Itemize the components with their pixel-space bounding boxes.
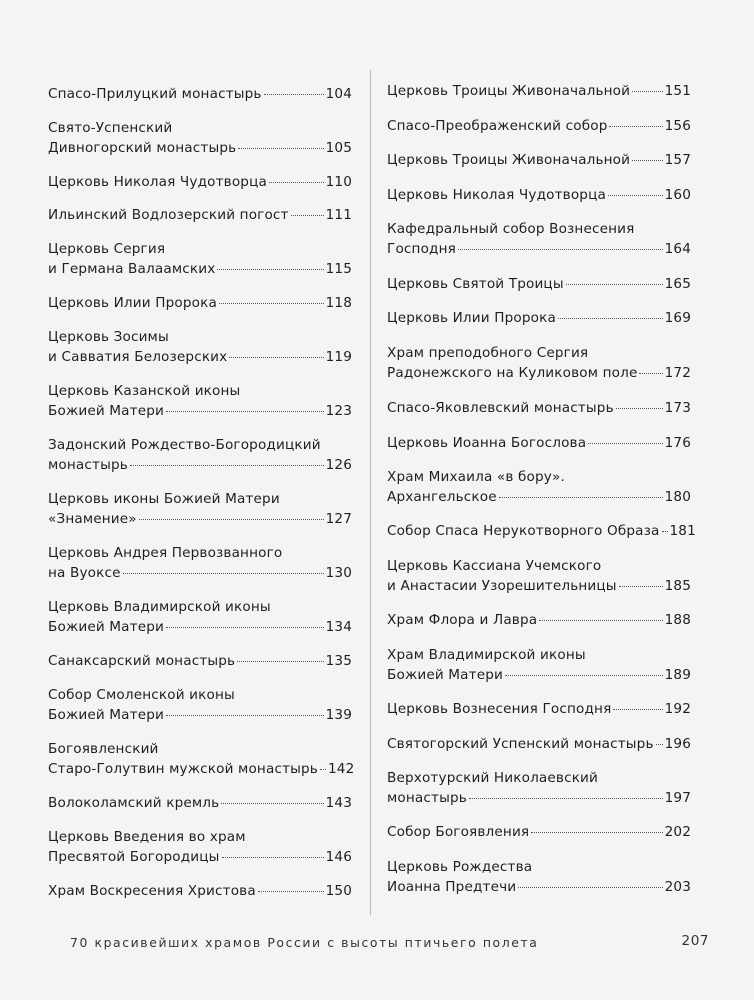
toc-entry-last-line (387, 363, 691, 383)
toc-entry-title-line: Божией Матери (387, 667, 503, 683)
toc-entry-page: 169 (664, 310, 691, 326)
dot-leader (123, 573, 324, 574)
toc-entry[interactable] (387, 185, 691, 205)
toc-entry-page: 134 (325, 619, 352, 635)
dot-leader (320, 769, 326, 770)
toc-entry-page: 165 (664, 276, 691, 292)
toc-entry-title-line: Церковь Сергия (48, 241, 166, 257)
toc-entry-title-line: Церковь Казанской иконы (48, 383, 241, 399)
toc-entry-title-line: Божией Матери (48, 619, 164, 635)
dot-leader (221, 803, 323, 804)
toc-entry-last-line (387, 822, 691, 842)
toc-entry-last-line (387, 877, 691, 897)
toc-entry-title-line: Церковь Владимирской иконы (48, 599, 271, 615)
toc-entry-title-line: Спасо-Яковлевский монастырь (387, 400, 614, 416)
toc-entry-title-line: Церковь Введения во храм (48, 829, 246, 845)
toc-entry[interactable] (48, 543, 352, 583)
toc-entry-title-line: Волоколамский кремль (48, 795, 220, 811)
toc-entry-page: 127 (325, 511, 352, 527)
toc-entry-title-line: Пресвятой Богородицы (48, 849, 220, 865)
toc-entry-page: 164 (664, 241, 691, 257)
toc-entry-page: 192 (664, 701, 691, 717)
dot-leader (505, 675, 663, 676)
dot-leader (558, 318, 663, 319)
toc-entry-last-line (387, 81, 691, 101)
dot-leader (609, 126, 662, 127)
dot-leader (222, 857, 324, 858)
toc-entry[interactable] (387, 274, 691, 294)
toc-entry-title-line: Божией Матери (48, 403, 164, 419)
dot-leader (632, 160, 662, 161)
toc-entry-title-line: Церковь Андрея Первозванного (48, 545, 283, 561)
toc-entry-page: 143 (325, 795, 352, 811)
toc-entry-title-line: Собор Богоявления (387, 824, 530, 840)
toc-entry-title-line: Церковь Николая Чудотворца (48, 174, 267, 190)
dot-leader (166, 627, 324, 628)
dot-leader (291, 215, 324, 216)
toc-entry[interactable] (48, 293, 352, 313)
toc-entry-last-line (48, 651, 352, 671)
column-divider (370, 70, 371, 915)
toc-entry-title-line: на Вуоксе (48, 565, 121, 581)
dot-leader (656, 744, 663, 745)
toc-entry[interactable] (387, 398, 691, 418)
toc-entry-title-line: и Анастасии Узорешительницы (387, 578, 617, 594)
toc-entry-title-line: и Германа Валаамских (48, 261, 216, 277)
toc-entry[interactable] (387, 467, 691, 507)
toc-entry-title-line: Церковь Иоанна Богослова (387, 435, 587, 451)
toc-entry[interactable] (48, 597, 352, 637)
toc-entry[interactable] (48, 685, 352, 725)
toc-entry[interactable] (48, 793, 352, 813)
toc-entry-title-line: Церковь Зосимы (48, 329, 169, 345)
toc-entry[interactable] (48, 435, 352, 475)
toc-entry[interactable] (387, 610, 691, 630)
toc-entry-page: 172 (664, 365, 691, 381)
dot-leader (237, 661, 323, 662)
toc-entry-last-line (387, 150, 691, 170)
toc-entry-page: 203 (664, 879, 691, 895)
toc-entry-last-line (48, 205, 352, 225)
toc-entry-title-line: «Знамение» (48, 511, 137, 527)
toc-entry[interactable] (387, 645, 691, 685)
toc-entry-title-line: Санаксарский монастырь (48, 653, 236, 669)
toc-entry[interactable] (48, 651, 352, 671)
toc-entry-title-line: Иоанна Предтечи (387, 879, 517, 895)
toc-entry[interactable] (387, 308, 691, 328)
toc-entry-last-line (387, 521, 696, 541)
toc-entry[interactable] (387, 116, 691, 136)
toc-entry-last-line (387, 665, 691, 685)
toc-entry-title-line: Церковь Троицы Живоначальной (387, 152, 631, 168)
toc-entry-title-line: Божией Матери (48, 707, 164, 723)
book-title: 70 красивейших храмов России с высоты птичьего полета (70, 935, 539, 950)
toc-entry-last-line (387, 487, 691, 507)
toc-entry-last-line (48, 705, 352, 725)
dot-leader (166, 715, 324, 716)
toc-entry-last-line (48, 259, 352, 279)
dot-leader (458, 249, 663, 250)
toc-entry-title-line: Ильинский Водлозерский погост (48, 207, 289, 223)
toc-entry-last-line (387, 734, 691, 754)
toc-entry-last-line (48, 172, 352, 192)
toc-entry-page: 156 (664, 118, 691, 134)
toc-entry-title-line: Кафедральный собор Вознесения (387, 221, 635, 237)
toc-entry-title-line: Церковь Илии Пророка (387, 310, 556, 326)
toc-entry-title-line: Святогорский Успенский монастырь (387, 736, 654, 752)
toc-entry-last-line (48, 455, 352, 475)
toc-entry-last-line (387, 610, 691, 630)
toc-entry-last-line (48, 881, 352, 901)
toc-entry-page: 119 (325, 349, 352, 365)
toc-entry-page: 202 (664, 824, 691, 840)
toc-entry[interactable] (387, 521, 696, 541)
toc-entry-title-line: Храм Воскресения Христова (48, 883, 256, 899)
toc-entry-title-line: Собор Спаса Нерукотворного Образа (387, 523, 660, 539)
toc-entry-page: 139 (325, 707, 352, 723)
toc-entry-title-line: Храм Владимирской иконы (387, 647, 586, 663)
toc-entry[interactable] (387, 556, 691, 596)
dot-leader (616, 408, 663, 409)
toc-entry-last-line (48, 563, 352, 583)
toc-entry-page: 157 (664, 152, 691, 168)
toc-entry-title-line: Спасо-Преображенский собор (387, 118, 608, 134)
dot-leader (219, 303, 324, 304)
toc-entry[interactable] (387, 699, 691, 719)
toc-entry-last-line (48, 401, 352, 421)
dot-leader (566, 284, 663, 285)
dot-leader (499, 497, 663, 498)
toc-entry-title-line: Господня (387, 241, 456, 257)
toc-entry[interactable] (48, 84, 352, 104)
toc-entry-title-line: Церковь Вознесения Господня (387, 701, 612, 717)
toc-entry-last-line (387, 116, 691, 136)
toc-entry-page: 123 (325, 403, 352, 419)
toc-entry[interactable] (387, 768, 691, 808)
toc-entry-page: 104 (325, 86, 352, 102)
dot-leader (588, 443, 662, 444)
toc-entry-title-line: Радонежского на Куликовом поле (387, 365, 638, 381)
toc-entry[interactable] (387, 343, 691, 383)
toc-entry-last-line (48, 138, 352, 158)
dot-leader (166, 411, 324, 412)
toc-entry-page: 146 (325, 849, 352, 865)
toc-entry-page: 160 (664, 187, 691, 203)
toc-entry-last-line (48, 293, 352, 313)
toc-entry-last-line (48, 617, 352, 637)
toc-entry-last-line (48, 509, 352, 529)
toc-entry-page: 105 (325, 140, 352, 156)
toc-entry[interactable] (48, 827, 352, 867)
toc-entry[interactable] (387, 81, 691, 101)
toc-entry-title-line: Церковь Илии Пророка (48, 295, 217, 311)
dot-leader (518, 887, 662, 888)
toc-entry-title-line: Церковь Троицы Живоначальной (387, 83, 631, 99)
toc-entry-title-line: Храм Михаила «в бору». (387, 469, 565, 485)
dot-leader (229, 357, 323, 358)
dot-leader (130, 465, 324, 466)
dot-leader (662, 531, 668, 532)
toc-entry-last-line (48, 759, 355, 779)
toc-entry-page: 126 (325, 457, 352, 473)
toc-entry-title-line: Верхотурский Николаевский (387, 770, 599, 786)
dot-leader (139, 519, 324, 520)
toc-entry-last-line (48, 347, 352, 367)
toc-entry-last-line (48, 793, 352, 813)
toc-entry-last-line (387, 308, 691, 328)
toc-entry-last-line (387, 239, 691, 259)
toc-entry[interactable] (48, 881, 352, 901)
toc-entry-title-line: Архангельское (387, 489, 497, 505)
toc-entry-title-line: Свято-Успенский (48, 120, 173, 136)
toc-entry[interactable] (387, 150, 691, 170)
toc-entry[interactable] (48, 239, 352, 279)
toc-entry-title-line: Церковь Кассиана Учемского (387, 558, 602, 574)
dot-leader (531, 832, 662, 833)
toc-entry-title-line: Задонский Рождество-Богородицкий (48, 437, 321, 453)
toc-entry-title-line: и Савватия Белозерских (48, 349, 228, 365)
dot-leader (619, 586, 663, 587)
toc-entry-last-line (48, 84, 352, 104)
dot-leader (469, 798, 663, 799)
toc-entry-page: 176 (664, 435, 691, 451)
toc-entry[interactable] (48, 739, 355, 779)
dot-leader (632, 91, 662, 92)
toc-entry-last-line (387, 788, 691, 808)
toc-entry[interactable] (48, 172, 352, 192)
toc-entry-title-line: Церковь Святой Троицы (387, 276, 564, 292)
toc-entry-last-line (387, 185, 691, 205)
toc-entry-title-line: Церковь Рождества (387, 859, 533, 875)
toc-entry-page: 110 (325, 174, 352, 190)
dot-leader (238, 148, 323, 149)
toc-entry-last-line (48, 847, 352, 867)
dot-leader (258, 891, 324, 892)
toc-entry[interactable] (48, 118, 352, 158)
toc-entry-title-line: Богоявленский (48, 741, 159, 757)
toc-entry[interactable] (387, 219, 691, 259)
toc-entry-title-line: Дивногорский монастырь (48, 140, 237, 156)
toc-entry-last-line (387, 433, 691, 453)
dot-leader (608, 195, 663, 196)
toc-entry-page: 185 (664, 578, 691, 594)
toc-entry[interactable] (387, 857, 691, 897)
toc-entry-page: 180 (664, 489, 691, 505)
toc-entry-title-line: Старо-Голутвин мужской монастырь (48, 761, 318, 777)
toc-entry-last-line (387, 398, 691, 418)
toc-entry-page: 188 (664, 612, 691, 628)
toc-entry-page: 181 (669, 523, 696, 539)
toc-entry-title-line: Церковь иконы Божией Матери (48, 491, 280, 507)
toc-entry-page: 173 (664, 400, 691, 416)
toc-entry-title-line: Собор Смоленской иконы (48, 687, 235, 703)
toc-entry[interactable] (48, 327, 352, 367)
toc-entry-title-line: Спасо-Прилуцкий монастырь (48, 86, 262, 102)
toc-entry-last-line (387, 274, 691, 294)
toc-entry[interactable] (387, 822, 691, 842)
dot-leader (217, 269, 323, 270)
toc-entry-page: 150 (325, 883, 352, 899)
toc-entry[interactable] (48, 381, 352, 421)
dot-leader (639, 373, 662, 374)
toc-entry[interactable] (387, 734, 691, 754)
dot-leader (269, 182, 324, 183)
dot-leader (264, 94, 324, 95)
toc-entry-page: 135 (325, 653, 352, 669)
toc-entry-page: 118 (325, 295, 352, 311)
toc-entry-title-line: Церковь Николая Чудотворца (387, 187, 606, 203)
toc-entry-last-line (387, 699, 691, 719)
toc-entry-title-line: Храм преподобного Сергия (387, 345, 589, 361)
toc-entry[interactable] (387, 433, 691, 453)
toc-entry-page: 151 (664, 83, 691, 99)
dot-leader (539, 620, 662, 621)
toc-entry-page: 197 (664, 790, 691, 806)
toc-entry[interactable] (48, 489, 352, 529)
toc-entry[interactable] (48, 205, 352, 225)
toc-entry-page: 130 (325, 565, 352, 581)
toc-entry-page: 189 (664, 667, 691, 683)
toc-entry-page: 115 (325, 261, 352, 277)
toc-entry-last-line (387, 576, 691, 596)
toc-entry-page: 111 (325, 207, 352, 223)
dot-leader (613, 709, 662, 710)
page-number: 207 (681, 933, 709, 949)
toc-entry-page: 142 (327, 761, 355, 777)
toc-entry-title-line: монастырь (48, 457, 128, 473)
toc-entry-page: 196 (664, 736, 691, 752)
toc-entry-title-line: Храм Флора и Лавра (387, 612, 538, 628)
toc-entry-title-line: монастырь (387, 790, 467, 806)
